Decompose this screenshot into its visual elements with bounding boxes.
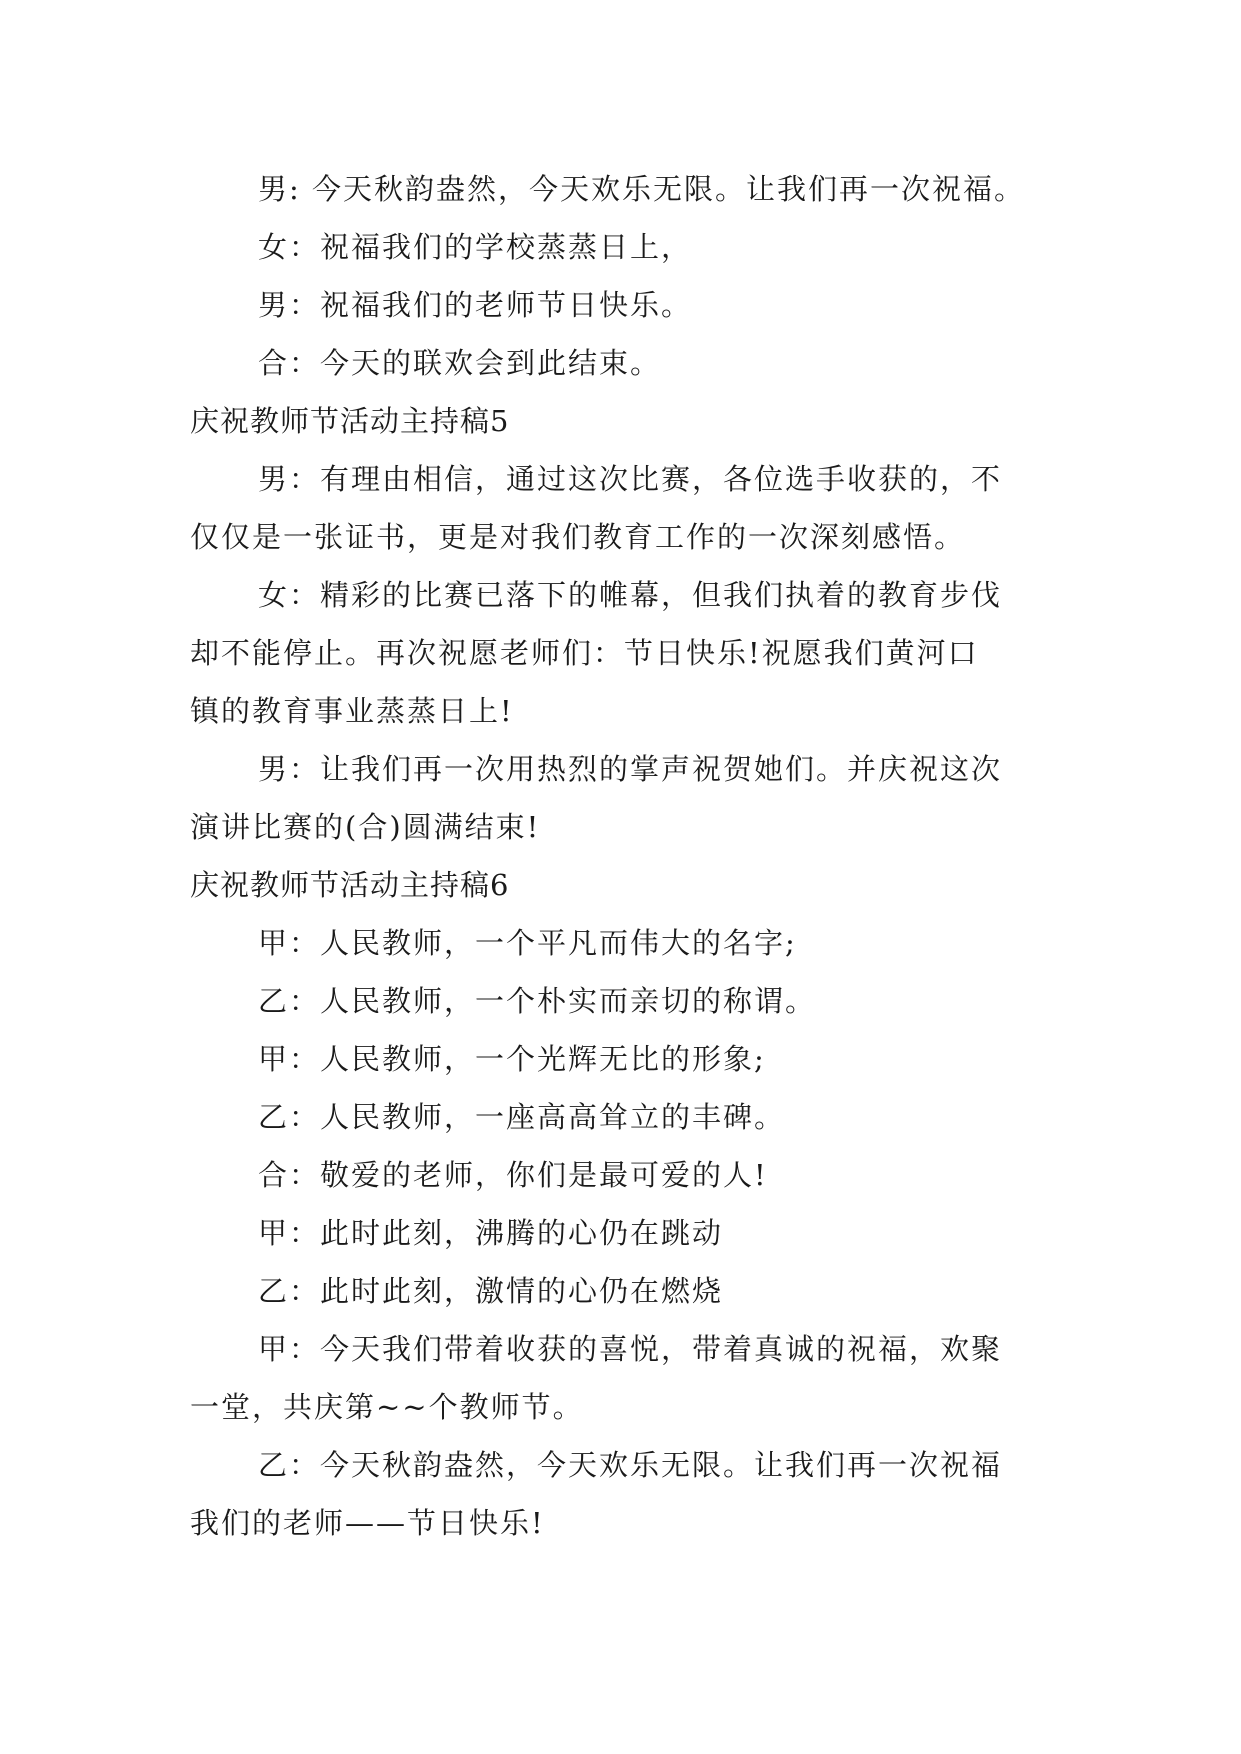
paragraph-line: 女：精彩的比赛已落下的帷幕，但我们执着的教育步伐 xyxy=(258,578,1003,612)
paragraph-line: 男：让我们再一次用热烈的掌声祝贺她们。并庆祝这次 xyxy=(258,752,1003,786)
paragraph-line: 甲：今天我们带着收获的喜悦，带着真诚的祝福，欢聚 xyxy=(258,1332,1003,1366)
section-heading: 庆祝教师节活动主持稿6 xyxy=(190,868,510,902)
paragraph-line: 乙：人民教师，一个朴实而亲切的称谓。 xyxy=(258,984,817,1018)
paragraph-line: 乙：此时此刻，激情的心仍在燃烧 xyxy=(258,1274,724,1308)
paragraph-continuation: 演讲比赛的(合)圆满结束! xyxy=(190,810,541,844)
paragraph-line: 男: 今天秋韵盎然，今天欢乐无限。让我们再一次祝福。 xyxy=(258,172,1025,206)
section-heading: 庆祝教师节活动主持稿5 xyxy=(190,404,510,438)
paragraph-line: 男：祝福我们的老师节日快乐。 xyxy=(258,288,693,322)
paragraph-line: 甲：人民教师，一个平凡而伟大的名字; xyxy=(258,926,797,960)
paragraph-continuation: 镇的教育事业蒸蒸日上! xyxy=(190,694,514,728)
paragraph-line: 乙：人民教师，一座高高耸立的丰碑。 xyxy=(258,1100,786,1134)
paragraph-continuation: 却不能停止。再次祝愿老师们：节日快乐!祝愿我们黄河口 xyxy=(190,636,979,670)
paragraph-line: 甲：人民教师，一个光辉无比的形象; xyxy=(258,1042,766,1076)
paragraph-line: 合：敬爱的老师，你们是最可爱的人! xyxy=(258,1158,768,1192)
paragraph-continuation: 一堂，共庆第~~个教师节。 xyxy=(190,1390,584,1424)
paragraph-line: 女：祝福我们的学校蒸蒸日上， xyxy=(258,230,693,264)
paragraph-continuation: 仅仅是一张证书，更是对我们教育工作的一次深刻感悟。 xyxy=(190,520,966,554)
paragraph-continuation: 我们的老师——节日快乐! xyxy=(190,1506,545,1540)
document-page xyxy=(190,160,1060,1552)
paragraph-line: 乙：今天秋韵盎然，今天欢乐无限。让我们再一次祝福 xyxy=(258,1448,1003,1482)
paragraph-line: 合：今天的联欢会到此结束。 xyxy=(258,346,662,380)
paragraph-line: 男：有理由相信，通过这次比赛，各位选手收获的，不 xyxy=(258,462,1003,496)
paragraph-line: 甲：此时此刻，沸腾的心仍在跳动 xyxy=(258,1216,724,1250)
